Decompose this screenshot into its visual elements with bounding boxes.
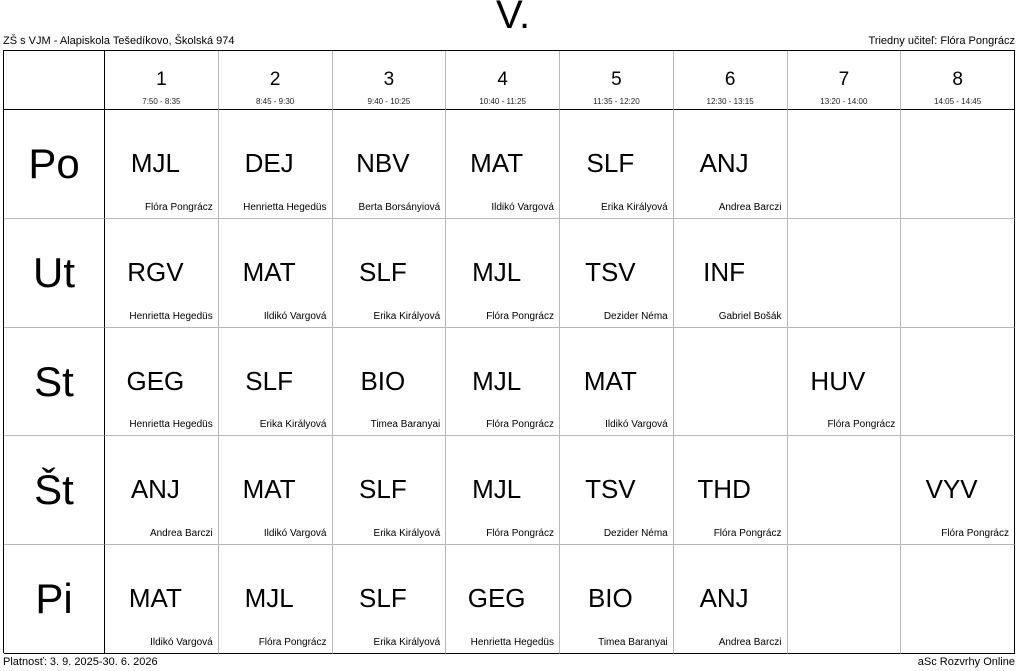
lesson-subject: DEJ bbox=[244, 148, 294, 178]
lesson-teacher: Flóra Pongrácz bbox=[486, 310, 554, 322]
lesson-subject: GEG bbox=[467, 583, 526, 614]
lesson-cell[interactable] bbox=[446, 110, 560, 219]
lesson-subject: GEG bbox=[126, 365, 185, 396]
empty-lesson-cell bbox=[674, 328, 788, 437]
lesson-cell[interactable] bbox=[560, 545, 674, 654]
lesson-subject: ANJ bbox=[130, 474, 180, 505]
lesson-cell[interactable] bbox=[901, 436, 1015, 545]
lesson-teacher: Dezider Néma bbox=[603, 528, 668, 540]
lesson-teacher: Flóra Pongrácz bbox=[486, 419, 554, 431]
lesson-teacher: Ildikó Vargová bbox=[263, 310, 327, 322]
period-time: 8:45 - 9:30 bbox=[256, 97, 295, 106]
period-number: 1 bbox=[156, 69, 167, 90]
lesson-cell[interactable] bbox=[333, 328, 447, 437]
lesson-teacher: Andrea Barczi bbox=[718, 636, 782, 648]
lesson-teacher: Henrietta Hegedüs bbox=[470, 636, 554, 648]
period-time: 12:30 - 13:15 bbox=[706, 97, 754, 106]
lesson-teacher: Erika Királyová bbox=[373, 636, 441, 648]
lesson-cell[interactable] bbox=[674, 110, 788, 219]
school-name: ZŠ s VJM - Alapiskola Tešedíkovo, Školská 974 bbox=[3, 35, 235, 47]
lesson-subject: MAT bbox=[242, 474, 296, 505]
lesson-cell[interactable] bbox=[560, 436, 674, 545]
lesson-cell[interactable] bbox=[219, 436, 333, 545]
day-header bbox=[4, 436, 105, 545]
day-header bbox=[4, 219, 105, 328]
lesson-cell[interactable] bbox=[105, 219, 219, 328]
lesson-cell[interactable] bbox=[333, 110, 447, 219]
lesson-cell[interactable] bbox=[560, 328, 674, 437]
lesson-teacher: Flóra Pongrácz bbox=[941, 528, 1009, 540]
lesson-teacher: Flóra Pongrácz bbox=[144, 201, 213, 213]
lesson-cell[interactable] bbox=[788, 328, 902, 437]
period-number: 4 bbox=[497, 69, 508, 90]
lesson-subject: MAT bbox=[128, 583, 182, 614]
period-time: 9:40 - 10:25 bbox=[367, 97, 411, 106]
lesson-teacher: Henrietta Hegedüs bbox=[129, 310, 213, 322]
lesson-subject: TSV bbox=[585, 474, 636, 505]
lesson-cell[interactable] bbox=[560, 110, 674, 219]
lesson-subject: INF bbox=[703, 256, 746, 287]
period-header bbox=[219, 51, 333, 110]
period-time: 7:50 - 8:35 bbox=[142, 97, 181, 106]
lesson-cell[interactable] bbox=[674, 436, 788, 545]
lesson-teacher: Andrea Barczi bbox=[718, 201, 782, 213]
lesson-subject: MAT bbox=[470, 148, 524, 178]
lesson-subject: HUV bbox=[810, 365, 866, 396]
day-header bbox=[4, 545, 105, 654]
lesson-cell[interactable] bbox=[446, 545, 560, 654]
lesson-cell[interactable] bbox=[219, 328, 333, 437]
empty-lesson-cell bbox=[901, 545, 1015, 654]
lesson-teacher: Flóra Pongrácz bbox=[486, 528, 554, 540]
lesson-cell[interactable] bbox=[105, 545, 219, 654]
period-number: 5 bbox=[611, 69, 622, 90]
empty-lesson-cell bbox=[901, 328, 1015, 437]
lesson-subject: SLF bbox=[586, 148, 635, 178]
lesson-subject: SLF bbox=[245, 365, 293, 396]
lesson-cell[interactable] bbox=[333, 545, 447, 654]
period-header bbox=[446, 51, 560, 110]
lesson-subject: NBV bbox=[356, 148, 410, 178]
period-number: 6 bbox=[724, 69, 736, 90]
lesson-cell[interactable] bbox=[446, 328, 560, 437]
period-header bbox=[333, 51, 447, 110]
lesson-cell[interactable] bbox=[105, 328, 219, 437]
empty-lesson-cell bbox=[901, 219, 1015, 328]
day-label: St bbox=[34, 357, 74, 405]
lesson-subject: SLF bbox=[359, 256, 407, 287]
lesson-teacher: Erika Királyová bbox=[259, 419, 327, 431]
lesson-subject: TSV bbox=[585, 256, 636, 287]
day-header bbox=[4, 328, 105, 437]
period-time: 11:35 - 12:20 bbox=[593, 97, 640, 106]
lesson-teacher: Timea Baranyai bbox=[370, 419, 441, 431]
lesson-subject: SLF bbox=[359, 583, 407, 614]
lesson-cell[interactable] bbox=[333, 436, 447, 545]
lesson-cell[interactable] bbox=[446, 436, 560, 545]
day-label: Ut bbox=[33, 248, 75, 296]
lesson-cell[interactable] bbox=[219, 219, 333, 328]
period-number: 7 bbox=[838, 69, 850, 90]
lesson-teacher: Gabriel Bošák bbox=[718, 310, 782, 322]
lesson-cell[interactable] bbox=[105, 436, 219, 545]
day-header bbox=[4, 110, 105, 219]
empty-lesson-cell bbox=[901, 110, 1015, 219]
lesson-teacher: Ildikó Vargová bbox=[491, 201, 554, 213]
lesson-subject: BIO bbox=[587, 583, 633, 614]
lesson-teacher: Flóra Pongrácz bbox=[258, 636, 327, 648]
empty-lesson-cell bbox=[788, 436, 902, 545]
validity-period: Platnosť: 3. 9. 2025-30. 6. 2026 bbox=[3, 656, 158, 668]
lesson-teacher: Erika Királyová bbox=[373, 310, 441, 322]
lesson-subject: MJL bbox=[472, 365, 522, 396]
period-header bbox=[105, 51, 219, 110]
lesson-subject: MAT bbox=[583, 365, 637, 396]
period-header bbox=[788, 51, 902, 110]
lesson-subject: VYV bbox=[925, 474, 978, 505]
period-number: 3 bbox=[383, 69, 395, 90]
lesson-subject: MJL bbox=[130, 148, 180, 178]
lesson-cell[interactable] bbox=[560, 219, 674, 328]
lesson-cell[interactable] bbox=[105, 110, 219, 219]
lesson-teacher: Dezider Néma bbox=[603, 310, 668, 322]
lesson-cell[interactable] bbox=[674, 545, 788, 654]
lesson-subject: THD bbox=[697, 474, 751, 505]
timetable-corner bbox=[4, 51, 105, 110]
lesson-teacher: Erika Királyová bbox=[601, 201, 668, 213]
lesson-cell[interactable] bbox=[674, 219, 788, 328]
lesson-teacher: Henrietta Hegedüs bbox=[129, 419, 213, 431]
lesson-subject: BIO bbox=[360, 365, 406, 396]
period-header bbox=[901, 51, 1015, 110]
lesson-teacher: Henrietta Hegedüs bbox=[243, 201, 327, 213]
lesson-subject: MJL bbox=[472, 474, 522, 505]
lesson-cell[interactable] bbox=[446, 219, 560, 328]
lesson-teacher: Ildikó Vargová bbox=[605, 419, 668, 431]
lesson-teacher: Ildikó Vargová bbox=[263, 528, 327, 540]
lesson-subject: MAT bbox=[242, 256, 296, 287]
day-label: Št bbox=[34, 466, 74, 514]
class-title: V. bbox=[495, 0, 531, 37]
period-header bbox=[560, 51, 674, 110]
lesson-subject: MJL bbox=[472, 256, 522, 287]
lesson-teacher: Flóra Pongrácz bbox=[827, 419, 896, 431]
lesson-teacher: Flóra Pongrácz bbox=[713, 528, 782, 540]
lesson-teacher: Andrea Barczi bbox=[149, 528, 213, 540]
lesson-teacher: Erika Királyová bbox=[373, 528, 441, 540]
period-time: 10:40 - 11:25 bbox=[479, 97, 526, 106]
lesson-subject: ANJ bbox=[699, 148, 749, 178]
lesson-cell[interactable] bbox=[333, 219, 447, 328]
period-time: 14:05 - 14:45 bbox=[934, 97, 982, 106]
lesson-teacher: Berta Borsányiová bbox=[358, 201, 441, 213]
class-teacher: Triedny učiteľ: Flóra Pongrácz bbox=[868, 35, 1015, 47]
lesson-cell[interactable] bbox=[219, 110, 333, 219]
empty-lesson-cell bbox=[788, 219, 902, 328]
empty-lesson-cell bbox=[788, 110, 902, 219]
period-time: 13:20 - 14:00 bbox=[820, 97, 868, 106]
period-number: 2 bbox=[269, 69, 281, 90]
lesson-teacher: Timea Baranyai bbox=[598, 636, 668, 648]
lesson-subject: RGV bbox=[127, 256, 184, 287]
day-label: Po bbox=[28, 140, 80, 187]
lesson-subject: SLF bbox=[359, 474, 407, 505]
timetable-grid bbox=[3, 50, 1015, 653]
lesson-subject: ANJ bbox=[699, 583, 749, 614]
period-header bbox=[674, 51, 788, 110]
software-credit: aSc Rozvrhy Online bbox=[917, 656, 1015, 668]
day-label: Pi bbox=[35, 575, 73, 623]
lesson-teacher: Ildikó Vargová bbox=[150, 636, 213, 648]
empty-lesson-cell bbox=[788, 545, 902, 654]
lesson-cell[interactable] bbox=[219, 545, 333, 654]
period-number: 8 bbox=[952, 69, 963, 90]
lesson-subject: MJL bbox=[244, 583, 294, 614]
